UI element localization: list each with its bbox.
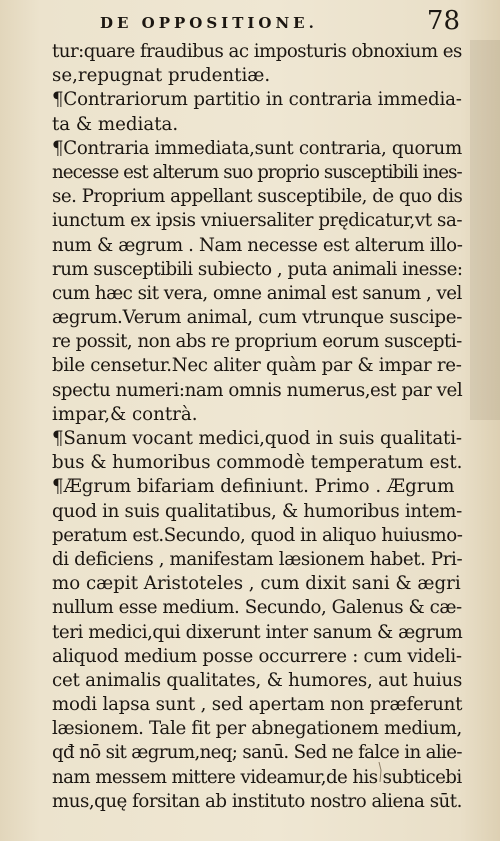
text-line: cum hæc sit vera, omne animal est sanum , vel	[52, 282, 462, 304]
body-text	[52, 40, 462, 814]
text-line: quod in suis qualitatibus, & humoribus intem-	[52, 500, 462, 522]
page-number: 78	[426, 6, 460, 36]
text-line: aliquod medium posse occurrere : cum videli-	[52, 645, 462, 667]
text-line: ta & mediata.	[52, 113, 179, 135]
text-line: num & ægrum . Nam necesse est alterum illo-	[52, 234, 463, 256]
text-line: teri medici,qui dixerunt inter sanum & ægrum	[52, 621, 463, 643]
text-line: se. Proprium appellant susceptibile, de quo dis	[52, 186, 463, 208]
text-line: bile censetur.Nec aliter quàm par & impar re-	[52, 355, 462, 377]
text-line: iunctum ex ipsis vniuersaliter prędicatur,vt sa-	[52, 210, 463, 232]
text-line: læsionem. Tale fit per abnegationem medium,	[52, 718, 462, 740]
text-line: cet animalis qualitates, & humores, aut huius	[52, 669, 463, 691]
text-line: nullum esse medium. Secundo, Galenus & cæ-	[52, 597, 462, 619]
text-line: ¶Contraria immediata,sunt contraria, quorum	[52, 137, 462, 159]
running-title: DE OPPOSITIONE.	[100, 14, 318, 32]
ink-mark	[375, 762, 385, 782]
text-line: di deficiens , manifestam læsionem habet. Pri-	[52, 548, 463, 570]
text-line: spectu numeri:nam omnis numerus,est par vel	[52, 379, 463, 401]
text-line: re possit, non abs re proprium eorum suscepti-	[52, 331, 462, 353]
text-line: ¶Sanum vocant medici,quod in suis qualitati-	[52, 428, 462, 449]
page-header	[100, 6, 460, 36]
text-line: bus & humoribus commodè temperatum est.	[52, 452, 463, 474]
text-line: peratum est.Secundo, quod in aliquo huiusmo-	[52, 524, 463, 546]
text-line: ¶Ægrum bifariam definiunt. Primo . Ægrum	[52, 476, 455, 498]
text-line: mus,quę forsitan ab instituto nostro aliena sūt.	[52, 790, 462, 812]
text-line: impar,& contrà.	[52, 403, 198, 425]
text-line: se,repugnat prudentiæ.	[52, 65, 271, 87]
text-line: modi lapsa sunt , sed apertam non præferunt	[52, 694, 463, 716]
text-line: tur:quare fraudibus ac imposturis obnoxium es	[52, 41, 462, 62]
text-line: ægrum.Verum animal, cum vtrunque suscipe-	[52, 307, 463, 329]
text-line: mo cæpit Aristoteles , cum dixit sani & ægri	[52, 573, 461, 595]
text-line: rum susceptibili subiecto , puta animali inesse:	[52, 258, 463, 280]
show-through-bleed	[460, 40, 500, 420]
text-line: nam messem mittere videamur,de his subticebi	[52, 766, 462, 788]
text-line: qđ nō sit ægrum,neq; sanū. Sed ne falce in alie-	[52, 742, 462, 764]
text-line: ¶Contrariorum partitio in contraria immedia-	[52, 89, 462, 111]
text-line: necesse est alterum suo proprio susceptibili ines-	[52, 161, 462, 183]
